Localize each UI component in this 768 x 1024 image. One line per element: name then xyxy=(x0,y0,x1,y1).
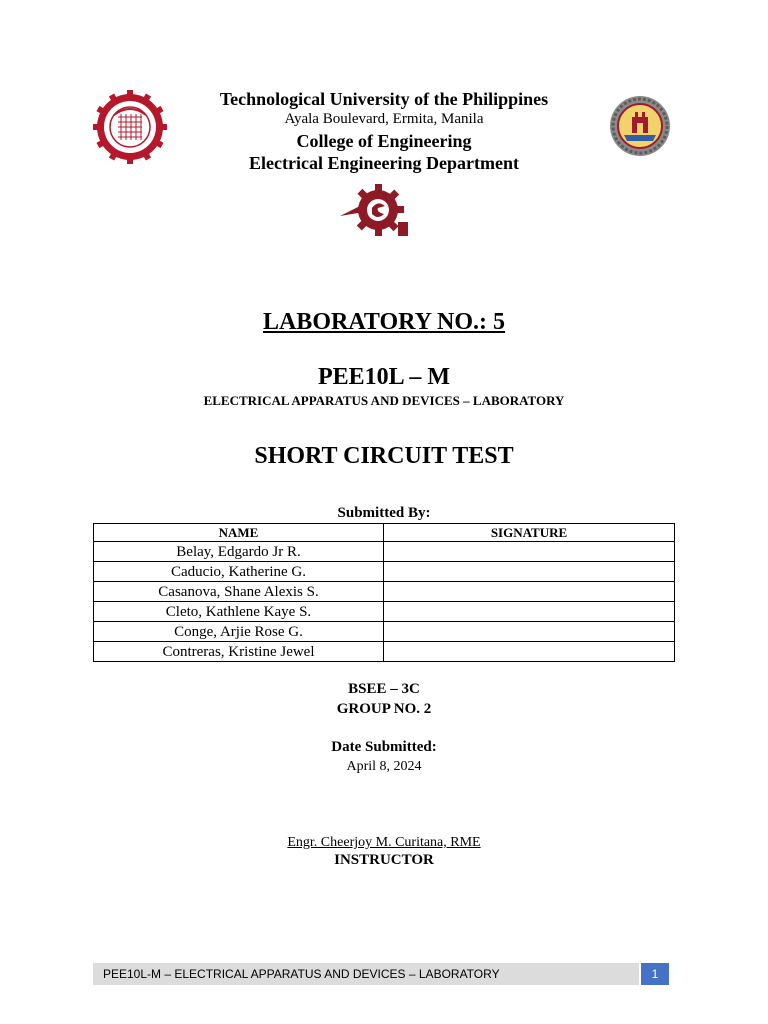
date-submitted-value: April 8, 2024 xyxy=(346,759,422,774)
member-name: Caducio, Katherine G. xyxy=(94,562,384,582)
ee-department-gear-icon xyxy=(338,178,414,242)
signature-cell xyxy=(384,602,675,622)
member-name: Conge, Arjie Rose G. xyxy=(94,622,384,642)
table-row xyxy=(94,642,675,662)
group-label: GROUP NO. 2 xyxy=(336,701,432,717)
member-name: Casanova, Shane Alexis S. xyxy=(94,582,384,602)
signature-cell xyxy=(384,542,675,562)
instructor-role: INSTRUCTOR xyxy=(334,852,434,868)
member-name: Contreras, Kristine Jewel xyxy=(94,642,384,662)
date-submitted-label: Date Submitted: xyxy=(331,739,437,755)
members-table xyxy=(93,523,675,662)
table-row xyxy=(94,602,675,622)
submitted-by-label: Submitted By: xyxy=(337,505,431,521)
table-row xyxy=(94,542,675,562)
signature-cell xyxy=(384,622,675,642)
college-name: College of Engineering xyxy=(296,131,472,151)
experiment-title: SHORT CIRCUIT TEST xyxy=(254,443,514,469)
university-address: Ayala Boulevard, Ermita, Manila xyxy=(284,111,484,127)
member-name: Cleto, Kathlene Kaye S. xyxy=(94,602,384,622)
name-column-header: NAME xyxy=(94,524,384,542)
table-header-row xyxy=(94,524,675,542)
page-footer: PEE10L-M – ELECTRICAL APPARATUS AND DEVICES – LABORATORY xyxy=(93,963,639,985)
table-row xyxy=(94,582,675,602)
department-name: Electrical Engineering Department xyxy=(249,153,519,173)
signature-column-header: SIGNATURE xyxy=(384,524,675,542)
signature-cell xyxy=(384,642,675,662)
table-row xyxy=(94,562,675,582)
lab-number-heading: LABORATORY NO.: 5 xyxy=(262,309,506,335)
university-name: Technological University of the Philippines xyxy=(219,89,549,109)
course-code: PEE10L – M xyxy=(317,364,450,390)
signature-cell xyxy=(384,582,675,602)
page-number: 1 xyxy=(641,963,669,985)
member-name: Belay, Edgardo Jr R. xyxy=(94,542,384,562)
instructor-name: Engr. Cheerjoy M. Curitana, RME xyxy=(287,835,481,850)
signature-cell xyxy=(384,562,675,582)
table-row xyxy=(94,622,675,642)
section-label: BSEE – 3C xyxy=(348,681,420,697)
course-name: ELECTRICAL APPARATUS AND DEVICES – LABORATORY xyxy=(203,393,565,408)
